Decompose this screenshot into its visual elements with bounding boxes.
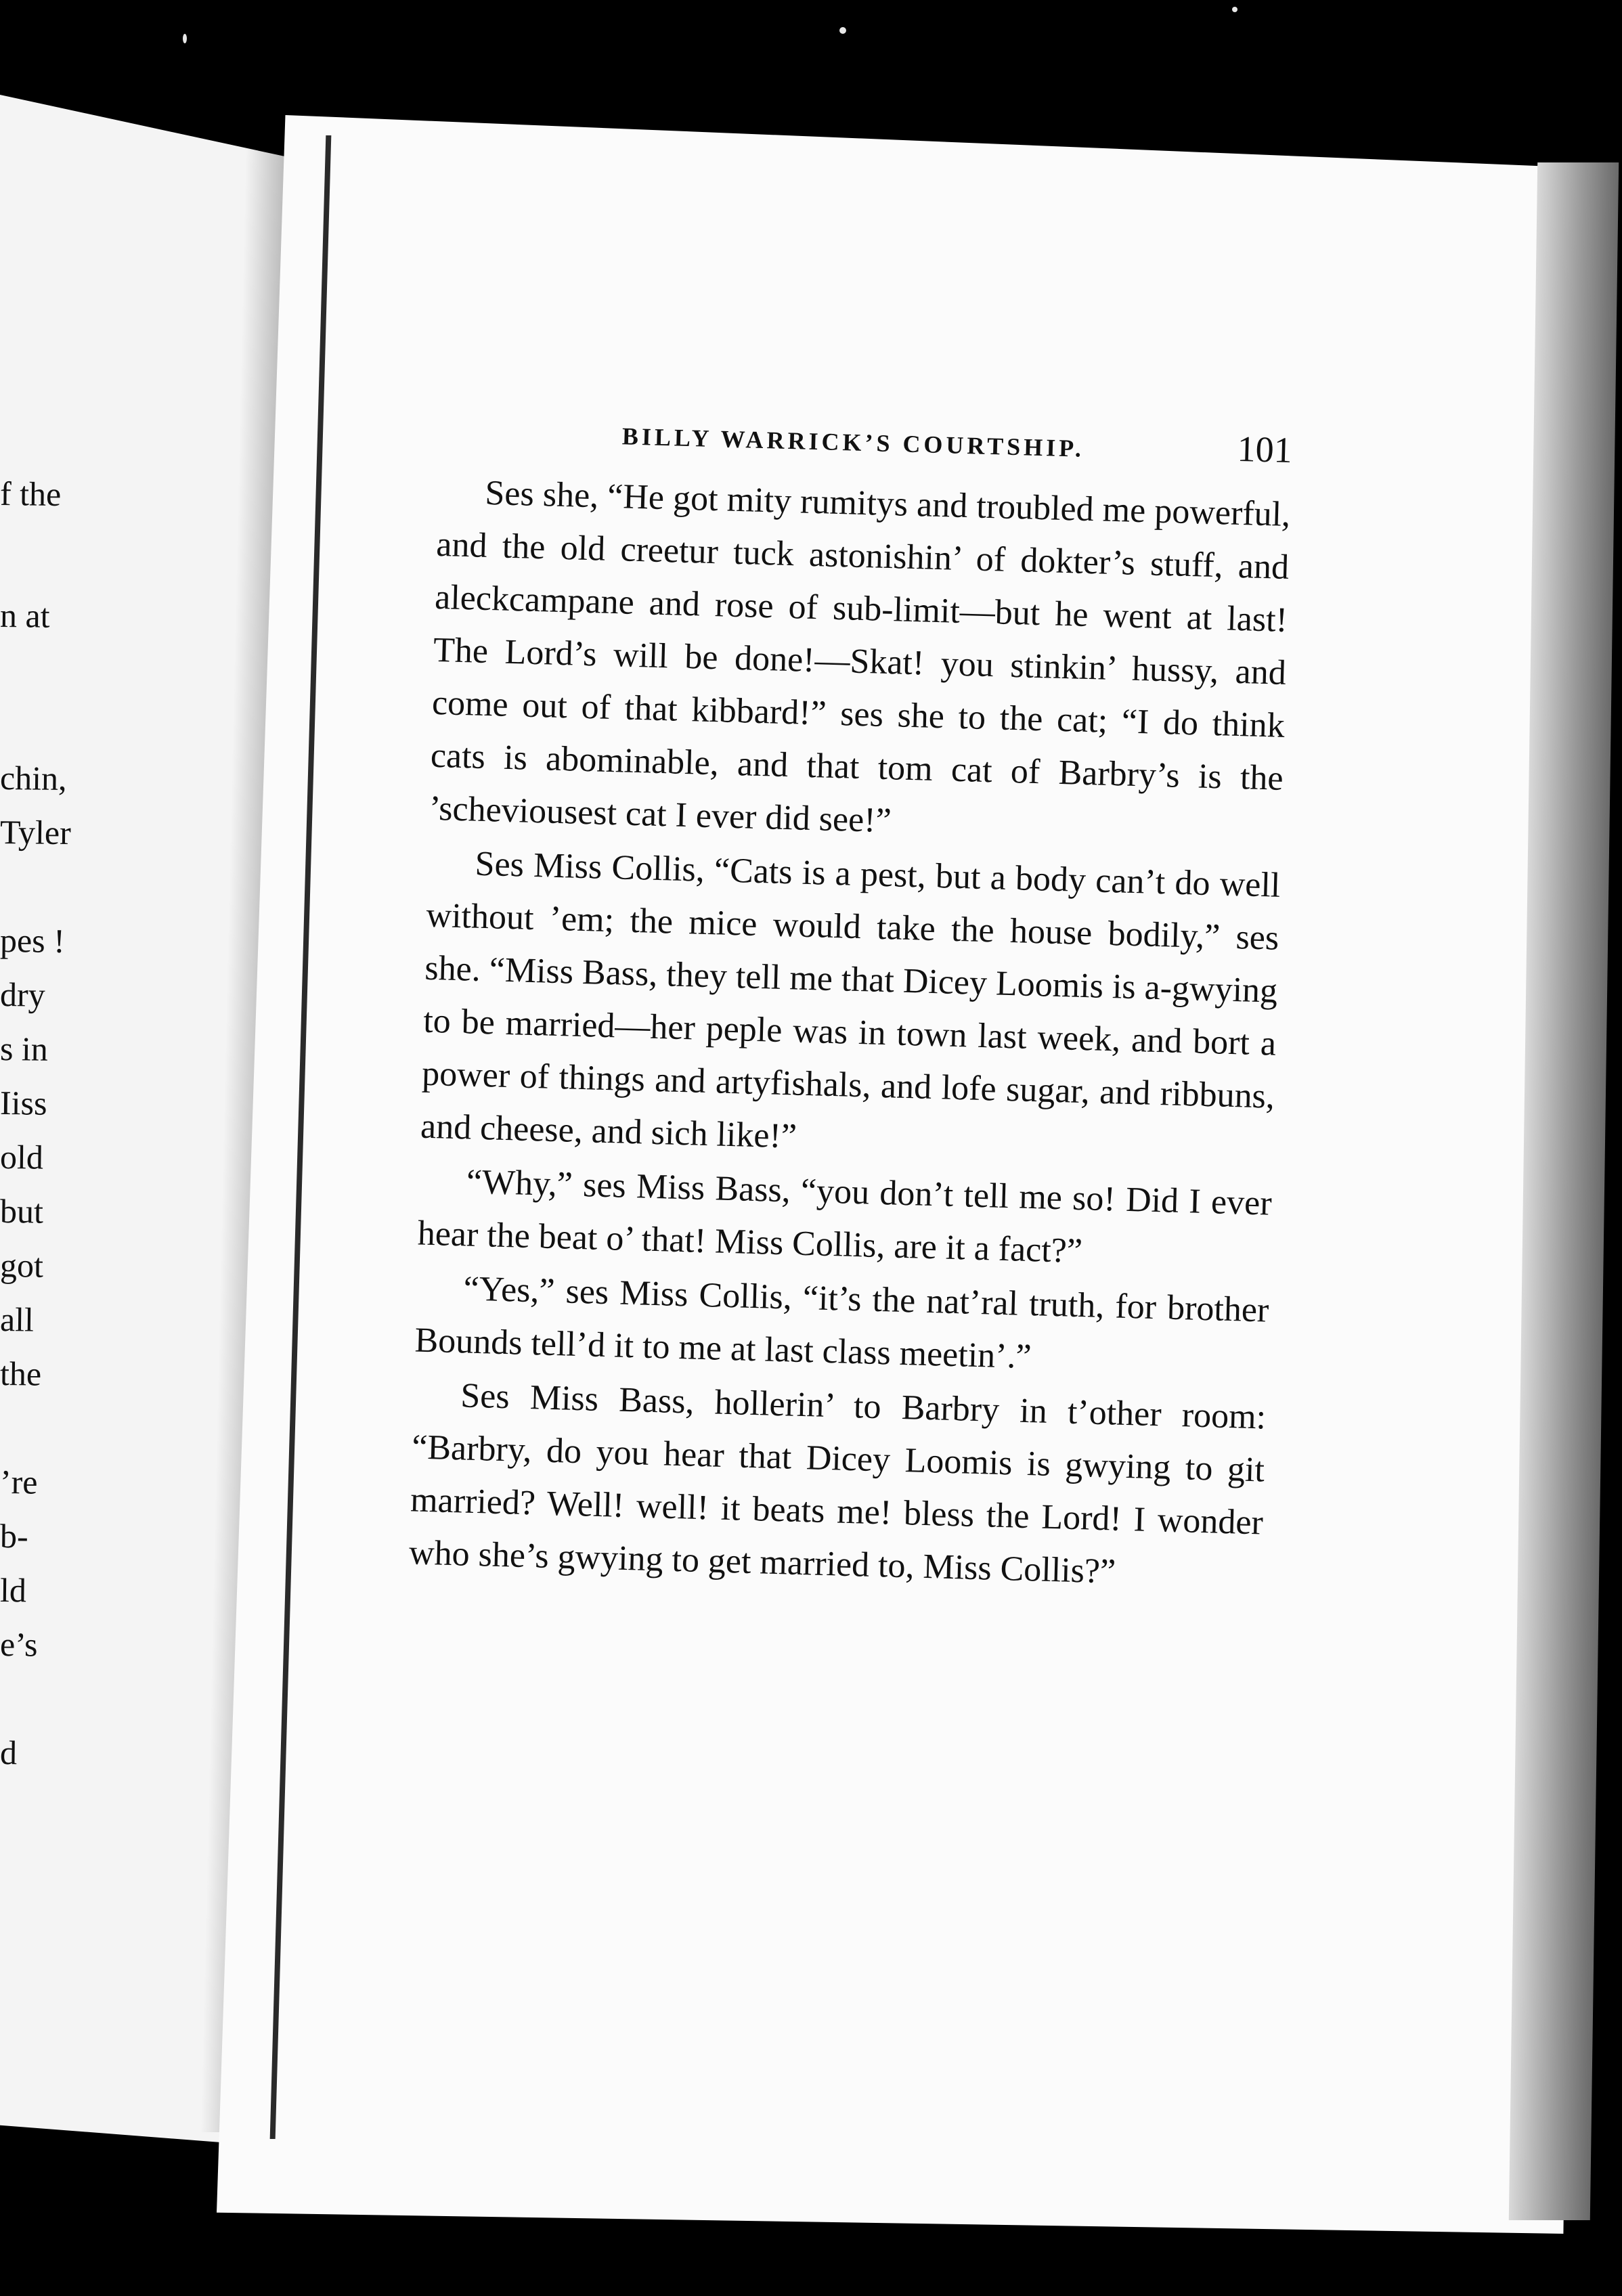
scan-speckle — [1232, 7, 1237, 12]
page-text-block — [408, 406, 1292, 1604]
left-page-fragment: s in — [0, 1030, 49, 1068]
left-page-fragment: all — [0, 1300, 35, 1339]
left-page-fragment: got — [0, 1246, 44, 1285]
left-page-fragment: old — [0, 1138, 44, 1176]
left-page-fragment: ld — [0, 1571, 27, 1610]
left-page-fragment: Iiss — [0, 1084, 47, 1122]
left-page-fragment: d — [0, 1734, 18, 1772]
paragraph: “Why,” ses Miss Bass, “you don’t tell me so! Did I ever hear the beat o’ that! Miss Collis, are it a fact?” — [417, 1162, 1273, 1271]
left-page-fragment: f the — [0, 474, 62, 513]
paragraph: Ses Miss Collis, “Cats is a pest, but a body can’t do well without ’em; the mice would take the house bodily,” ses she. “Miss Bass, they tell me that Dicey Loomis is a-gwying to be married—her peple was in town last week, and bort a power of things and artyfishals, and lofe sugar, and ribbuns, and cheese, and sich like!” — [420, 844, 1281, 1156]
left-page-fragment: dry — [0, 975, 45, 1014]
paragraph: “Yes,” ses Miss Collis, “it’s the nat’ral truth, for brother Bounds tell’d it to me at last class meetin’.” — [414, 1269, 1270, 1377]
left-page-fragment: chin, — [0, 759, 67, 798]
left-page-fragment: ’re — [0, 1463, 38, 1501]
scan-speckle — [839, 27, 846, 34]
left-page-fragment: b- — [0, 1517, 28, 1555]
page-number: 101 — [1236, 428, 1293, 471]
left-page-fragment: n at — [0, 596, 50, 635]
left-page-fragment: but — [0, 1192, 44, 1231]
left-page-fragment: e’s — [0, 1625, 38, 1664]
paragraph: Ses Miss Bass, hollerin’ to Barbry in t’other room: “Barbry, do you hear that Dicey Loomis is gwying to git married? Well! well! it beats me! bless the Lord! I wonder who she’s gwying to get married to, Miss Collis?” — [408, 1376, 1267, 1591]
running-head: BILLY WARRICK’S COURTSHIP. — [621, 422, 1085, 462]
left-page-fragment: Tyler — [0, 813, 72, 852]
paragraph: Ses she, “He got mity rumitys and troubled me powerful, and the old creetur tuck astonishin’ of dokter’s stuff, and aleckcampane and rose of sub-limit—but he went at last! The Lord’s will be done!—Skat! you stinkin’ hussy, and come out of that kibbard!” ses she to the cat; “I do think cats is abominable, and that tom cat of Barbry’s is the ’scheviousest cat I ever did see!” — [429, 473, 1291, 841]
scan-speckle — [183, 34, 187, 43]
left-page-fragment: pes ! — [0, 921, 66, 961]
left-page-fragment: the — [0, 1354, 42, 1393]
